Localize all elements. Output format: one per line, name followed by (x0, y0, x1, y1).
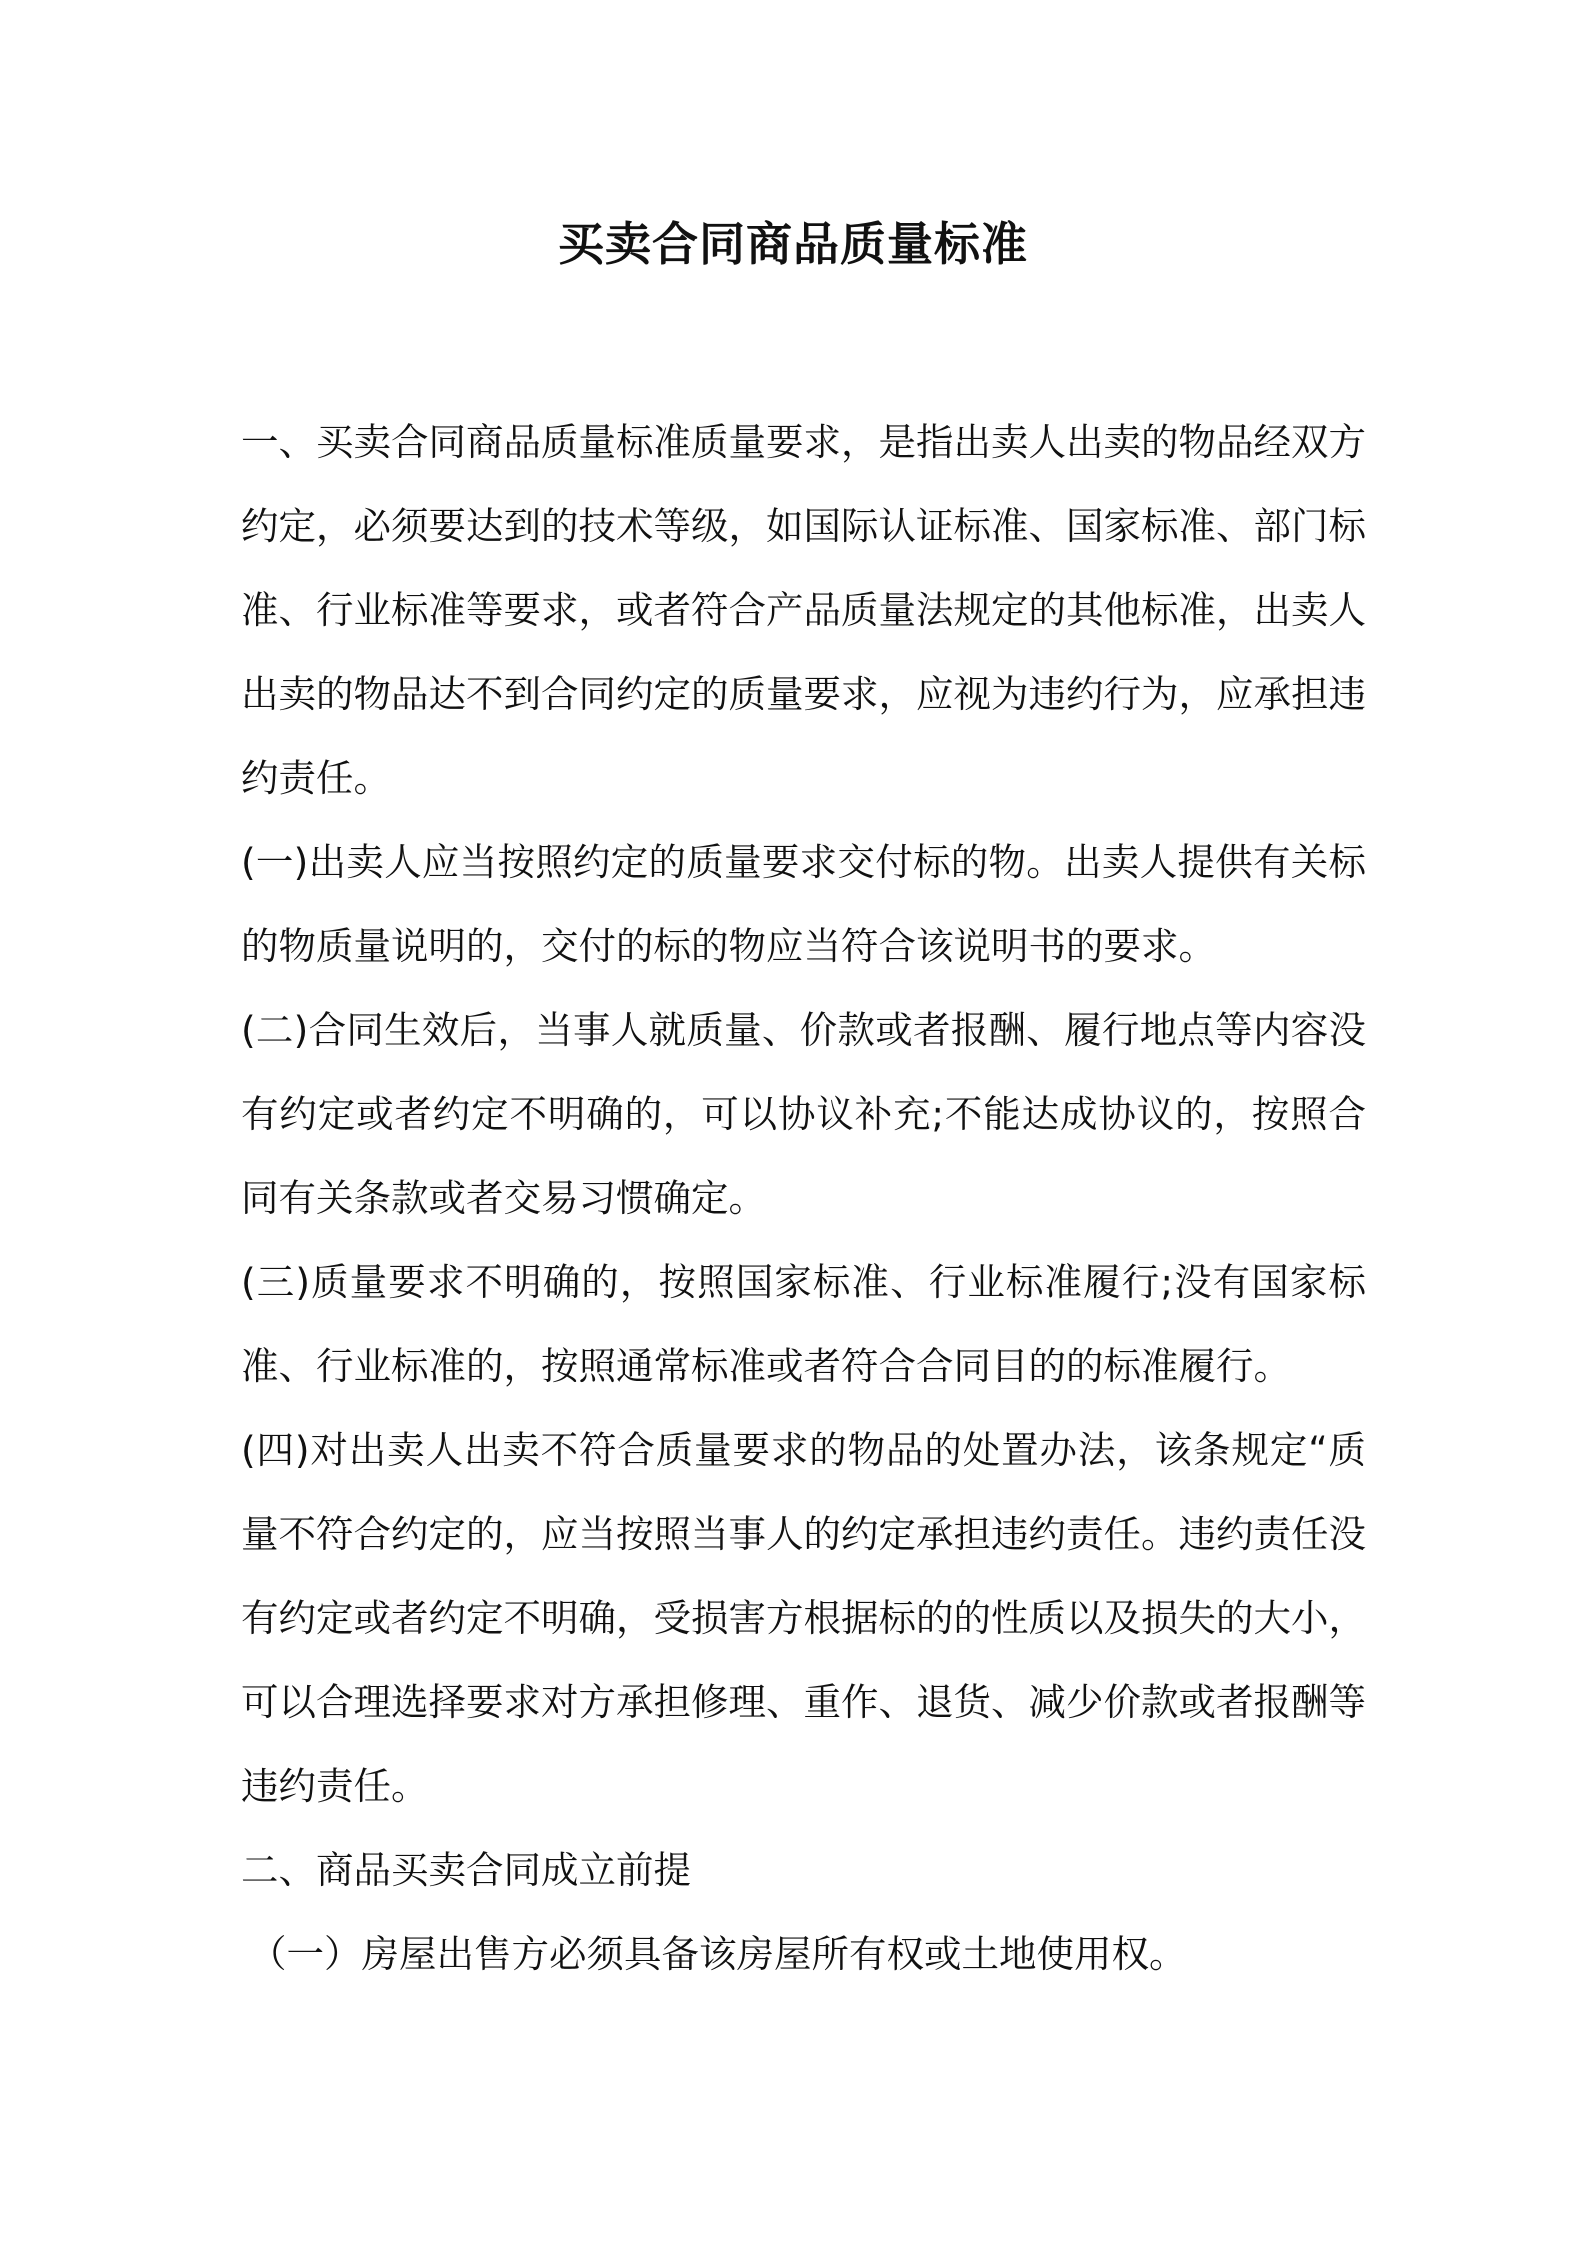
paragraph-item-4: (四)对出卖人出卖不符合质量要求的物品的处置办法，该条规定“质量不符合约定的，应当按照当事人的约定承担违约责任。违约责任没有约定或者约定不明确，受损害方根据标的的性质以及损失的大小，可以合理选择要求对方承担修理、重作、退货、减少价款或者报酬等违约责任。 (241, 1428, 1366, 1808)
paragraph-item-3: (三)质量要求不明确的，按照国家标准、行业标准履行;没有国家标准、行业标准的，按照通常标准或者符合合同目的的标准履行。 (241, 1260, 1366, 1388)
section-two-heading: 二、商品买卖合同成立前提 (241, 1848, 691, 1892)
section-two-item-1: （一）房屋出售方必须具备该房屋所有权或土地使用权。 (249, 1932, 1187, 1976)
paragraph-section-one-intro: 一、买卖合同商品质量标准质量要求，是指出卖人出卖的物品经双方约定，必须要达到的技术等级，如国际认证标准、国家标准、部门标准、行业标准等要求，或者符合产品质量法规定的其他标准，出卖人出卖的物品达不到合同约定的质量要求，应视为违约行为，应承担违约责任。 (241, 420, 1366, 800)
paragraph-item-1: (一)出卖人应当按照约定的质量要求交付标的物。出卖人提供有关标的物质量说明的，交付的标的物应当符合该说明书的要求。 (241, 840, 1366, 968)
document-title: 买卖合同商品质量标准 (558, 217, 1028, 271)
paragraph-item-2: (二)合同生效后，当事人就质量、价款或者报酬、履行地点等内容没有约定或者约定不明确的，可以协议补充;不能达成协议的，按照合同有关条款或者交易习惯确定。 (241, 1008, 1366, 1220)
document-body (241, 400, 1366, 1996)
